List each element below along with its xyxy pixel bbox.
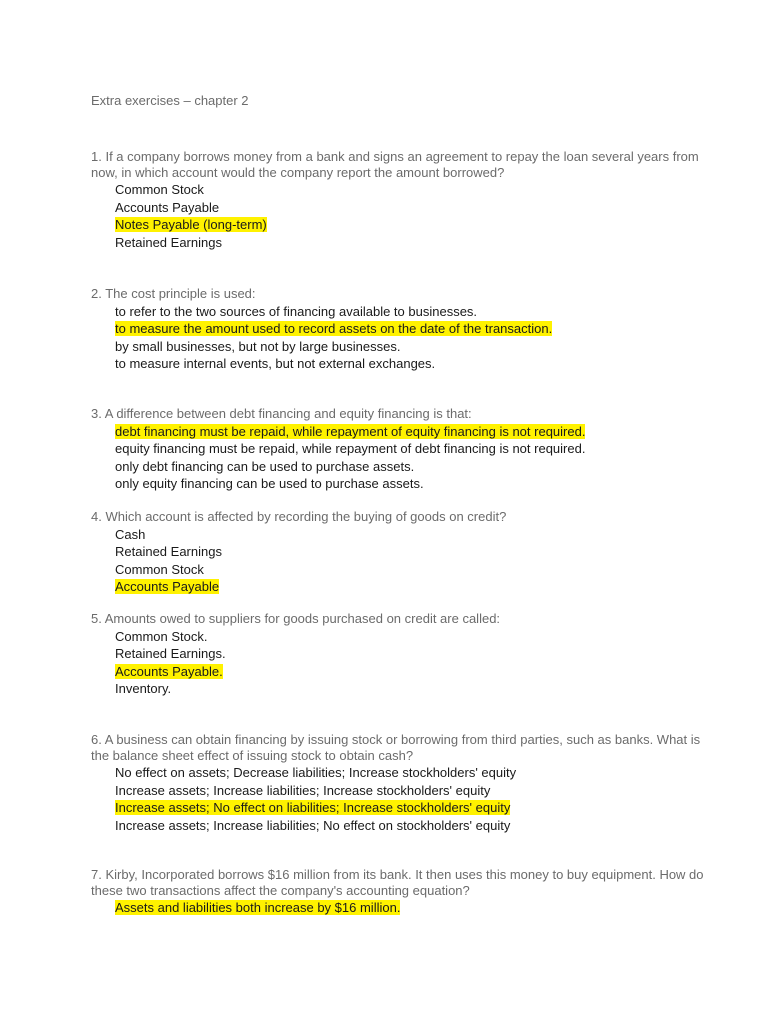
question-4 bbox=[91, 509, 721, 596]
answer-text: Common Stock bbox=[115, 561, 204, 577]
answer-text: Retained Earnings bbox=[115, 234, 222, 250]
answer-option-correct bbox=[115, 899, 721, 917]
answer-text: Increase assets; Increase liabilities; Increase stockholders' equity bbox=[115, 782, 491, 798]
answer-list bbox=[91, 526, 721, 596]
answer-list bbox=[91, 181, 721, 251]
answer-option bbox=[115, 782, 721, 800]
question-text bbox=[91, 509, 721, 525]
answer-option bbox=[115, 303, 721, 321]
answer-text: Retained Earnings. bbox=[115, 646, 226, 661]
question-number: 6. bbox=[91, 732, 102, 747]
answer-option-correct bbox=[115, 663, 721, 681]
question-prompt: Which account is affected by recording the buying of goods on credit? bbox=[105, 509, 507, 524]
question-3 bbox=[91, 406, 721, 493]
question-prompt: Amounts owed to suppliers for goods purchased on credit are called: bbox=[104, 611, 501, 626]
answer-text: Common Stock. bbox=[115, 628, 208, 644]
question-prompt: Kirby, Incorporated borrows $16 million from its bank. It then uses this money to buy equipment. How do these two transactions affect the company's accounting equation? bbox=[91, 867, 704, 898]
question-text bbox=[91, 732, 721, 763]
answer-list bbox=[91, 764, 721, 834]
answer-option-correct bbox=[115, 423, 721, 441]
answer-option bbox=[115, 764, 721, 782]
highlighted-answer-text: Accounts Payable. bbox=[115, 663, 223, 679]
answer-text: Inventory. bbox=[115, 681, 172, 696]
question-number: 1. bbox=[91, 149, 102, 164]
answer-option bbox=[115, 475, 721, 493]
answer-option-correct bbox=[115, 320, 721, 338]
answer-option bbox=[115, 628, 721, 646]
answer-option bbox=[115, 181, 721, 199]
answer-text: only debt financing can be used to purchase assets. bbox=[115, 458, 415, 474]
question-text bbox=[91, 611, 721, 627]
answer-option bbox=[115, 199, 721, 217]
answer-list bbox=[91, 628, 721, 698]
answer-option-correct bbox=[115, 578, 721, 596]
question-2 bbox=[91, 286, 721, 373]
answer-list bbox=[91, 303, 721, 373]
question-number: 4. bbox=[91, 509, 102, 524]
answer-option bbox=[115, 458, 721, 476]
answer-text: by small businesses, but not by large businesses. bbox=[115, 338, 401, 354]
highlighted-answer-text: Assets and liabilities both increase by $16 million. bbox=[115, 900, 401, 915]
question-number: 2. bbox=[91, 286, 102, 301]
question-number: 3. bbox=[91, 406, 102, 421]
highlighted-answer-text: Increase assets; No effect on liabilities; Increase stockholders' equity bbox=[115, 800, 511, 815]
highlighted-answer-text: Accounts Payable bbox=[115, 579, 220, 594]
question-text bbox=[91, 867, 721, 898]
highlighted-answer-text: to measure the amount used to record assets on the date of the transaction. bbox=[115, 321, 553, 336]
question-number: 5. bbox=[91, 611, 102, 626]
question-1 bbox=[91, 149, 721, 251]
answer-option bbox=[115, 680, 721, 698]
highlighted-answer-text: Notes Payable (long-term) bbox=[115, 217, 267, 232]
answer-option bbox=[115, 526, 721, 544]
question-prompt: A difference between debt financing and equity financing is that: bbox=[104, 406, 472, 421]
document-title: Extra exercises – chapter 2 bbox=[91, 93, 249, 108]
answer-text: Increase assets; Increase liabilities; No effect on stockholders' equity bbox=[115, 817, 511, 833]
answer-option bbox=[115, 817, 721, 835]
answer-option-correct bbox=[115, 799, 721, 817]
question-5 bbox=[91, 611, 721, 698]
answer-text: to refer to the two sources of financing available to businesses. bbox=[115, 303, 478, 319]
highlighted-answer-text: debt financing must be repaid, while repayment of equity financing is not required. bbox=[115, 423, 586, 439]
answer-text: to measure internal events, but not external exchanges. bbox=[115, 356, 436, 371]
question-prompt: The cost principle is used: bbox=[105, 286, 256, 301]
question-7 bbox=[91, 867, 721, 917]
answer-option-correct bbox=[115, 216, 721, 234]
answer-option bbox=[115, 355, 721, 373]
answer-text: equity financing must be repaid, while repayment of debt financing is not required. bbox=[115, 441, 586, 456]
question-text bbox=[91, 149, 721, 180]
answer-text: Retained Earnings bbox=[115, 544, 222, 559]
question-text bbox=[91, 406, 721, 422]
question-prompt: If a company borrows money from a bank and signs an agreement to repay the loan several years from now, in which account would the company report the amount borrowed? bbox=[91, 149, 699, 180]
answer-text: No effect on assets; Decrease liabilities; Increase stockholders' equity bbox=[115, 765, 517, 780]
answer-list bbox=[91, 423, 721, 493]
answer-option bbox=[115, 338, 721, 356]
answer-option bbox=[115, 440, 721, 458]
answer-list bbox=[91, 899, 721, 917]
question-prompt: A business can obtain financing by issuing stock or borrowing from third parties, such as banks. What is the balance sheet effect of issuing stock to obtain cash? bbox=[91, 732, 701, 763]
answer-text: Accounts Payable bbox=[115, 199, 220, 215]
question-6 bbox=[91, 732, 721, 834]
answer-text: only equity financing can be used to purchase assets. bbox=[115, 476, 424, 491]
answer-option bbox=[115, 561, 721, 579]
answer-option bbox=[115, 543, 721, 561]
answer-option bbox=[115, 645, 721, 663]
answer-option bbox=[115, 234, 721, 252]
answer-text: Cash bbox=[115, 526, 146, 542]
question-number: 7. bbox=[91, 867, 102, 882]
question-text bbox=[91, 286, 721, 302]
answer-text: Common Stock bbox=[115, 182, 204, 197]
